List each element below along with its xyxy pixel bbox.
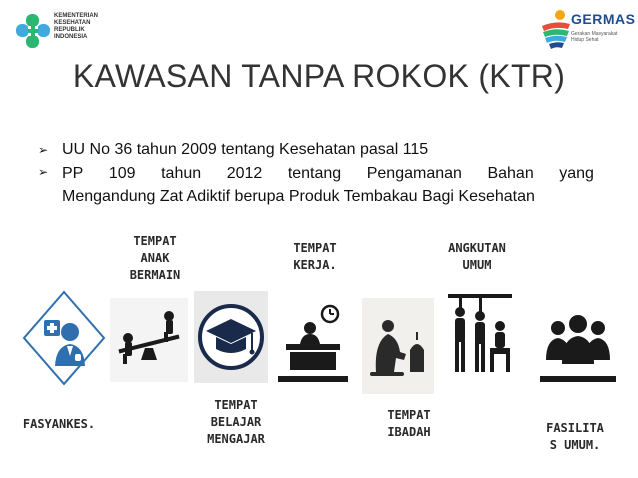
bullet-pp [38,165,594,183]
public-facility-image [540,292,616,384]
bullet-uu [38,141,428,159]
word: Pengamanan [366,165,462,182]
germas-logo [540,8,572,59]
worship-image [362,298,434,394]
word: yang [559,165,594,182]
people-group-icon [540,292,616,384]
playground-image [110,298,188,382]
word: Bahan [487,165,534,182]
word: 109 [108,165,136,182]
bullet-uu-text: UU No 36 tahun 2009 tentang Kesehatan pasal 115 [62,141,429,158]
label-fasyankes: FASYANKES. [22,417,96,431]
label-tempat-ibadah: TEMPAT IBADAH [387,408,431,439]
fasyankes-image [22,290,106,391]
arrow-bullet-icon: ➢ [38,165,49,179]
germas-emblem-icon [540,8,572,54]
label-tempat-kerja: TEMPAT KERJA. [293,241,337,272]
bullet-pp-line1 [62,165,594,183]
seesaw-icon [110,298,188,382]
kemenkes-logo-text: KEMENTERIAN KESEHATAN REPUBLIK INDONESIA [54,13,99,40]
praying-person-icon [362,298,434,394]
label-fasilitas-umum: FASILITA S UMUM. [546,421,604,452]
arrow-bullet-icon: ➢ [38,143,49,157]
bullet-pp-line2: Mengandung Zat Adiktif berupa Produk Tembakau Bagi Kesehatan [62,188,535,205]
kemenkes-emblem-icon [14,12,52,50]
germas-title: GERMAS [571,11,636,27]
page-title: KAWASAN TANPA ROKOK (KTR) [72,58,566,94]
word: tahun [161,165,202,182]
doctor-diamond-icon [22,290,106,386]
label-tempat-anak-bermain: TEMPAT ANAK BERMAIN [129,234,181,282]
graduation-cap-icon [194,291,268,383]
label-tempat-belajar-mengajar: TEMPAT BELAJAR MENGAJAR [207,398,265,446]
label-angkutan-umum: ANGKUTAN UMUM [448,241,506,272]
germas-subtitle: Gerakan Masyarakat Hidup Sehat [571,31,618,43]
office-desk-icon [278,296,348,382]
word: PP [62,165,84,182]
standing-passengers-icon [446,292,514,378]
transport-image [446,292,514,378]
word: tentang [287,165,342,182]
workplace-image [278,296,348,382]
kemenkes-logo [14,12,52,55]
school-image [194,291,268,383]
word: 2012 [226,165,263,182]
